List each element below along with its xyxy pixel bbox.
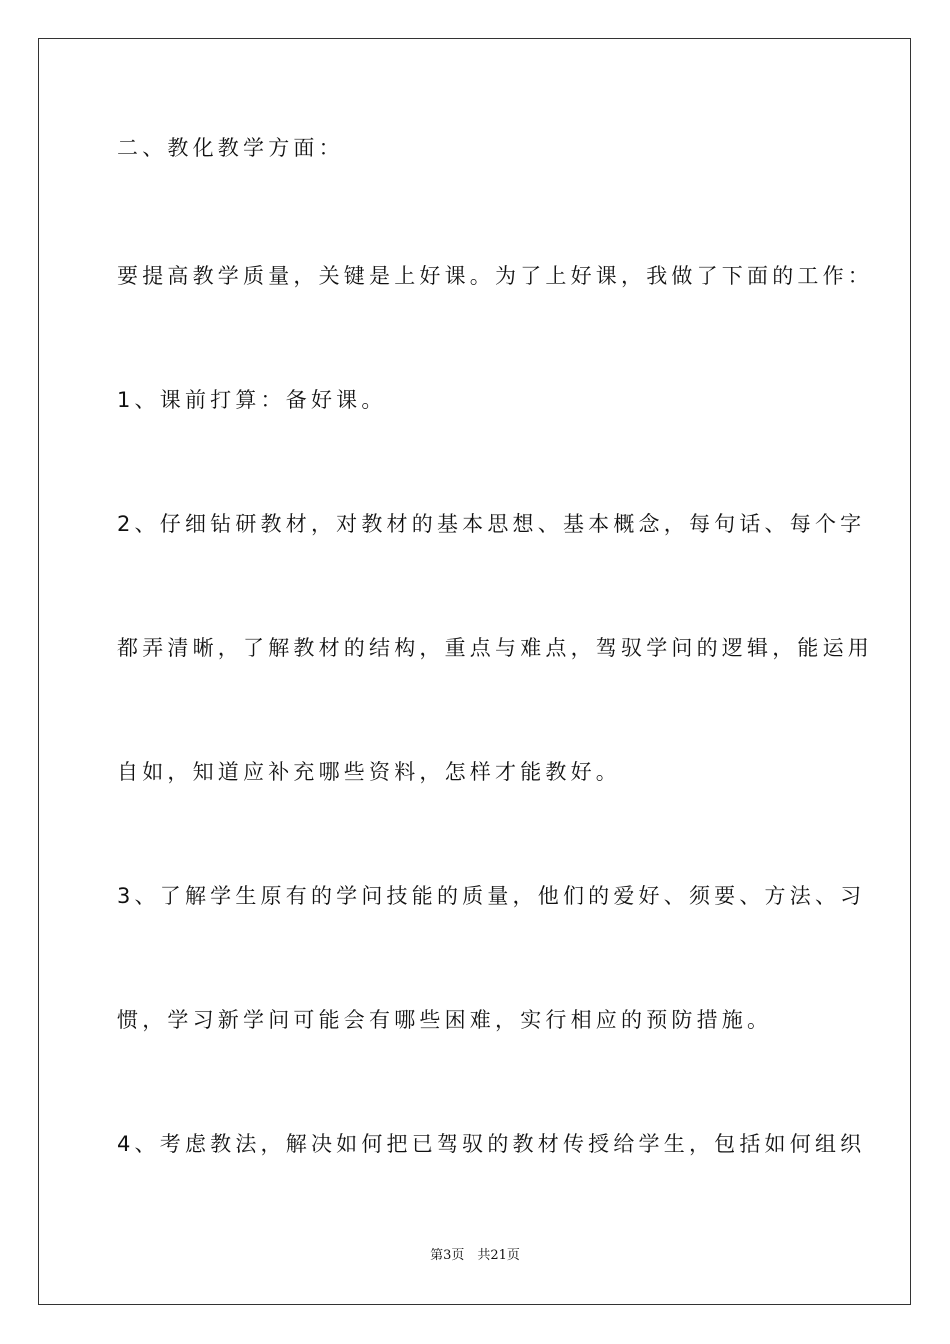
list-item-3-line-1: 3、了解学生原有的学问技能的质量，他们的爱好、须要、方法、习: [117, 884, 866, 908]
section-heading: 二、教化教学方面：: [117, 136, 344, 160]
list-item-2-line-1: 2、仔细钻研教材，对教材的基本思想、基本概念，每句话、每个字: [117, 512, 866, 536]
list-item-2-line-2: 都弄清晰，了解教材的结构，重点与难点，驾驭学问的逻辑，能运用: [117, 636, 873, 660]
page-number-footer: 第3页 共21页: [430, 1248, 520, 1263]
list-item-4-line-1: 4、考虑教法，解决如何把已驾驭的教材传授给学生，包括如何组织: [117, 1132, 866, 1156]
list-item-1: 1、课前打算：备好课。: [117, 388, 387, 412]
paragraph-line: 要提高教学质量，关键是上好课。为了上好课，我做了下面的工作：: [117, 264, 873, 288]
list-item-3-line-2: 惯，学习新学问可能会有哪些困难，实行相应的预防措施。: [117, 1008, 773, 1032]
page-border: [38, 38, 911, 1305]
list-item-2-line-3: 自如，知道应补充哪些资料，怎样才能教好。: [117, 760, 621, 784]
